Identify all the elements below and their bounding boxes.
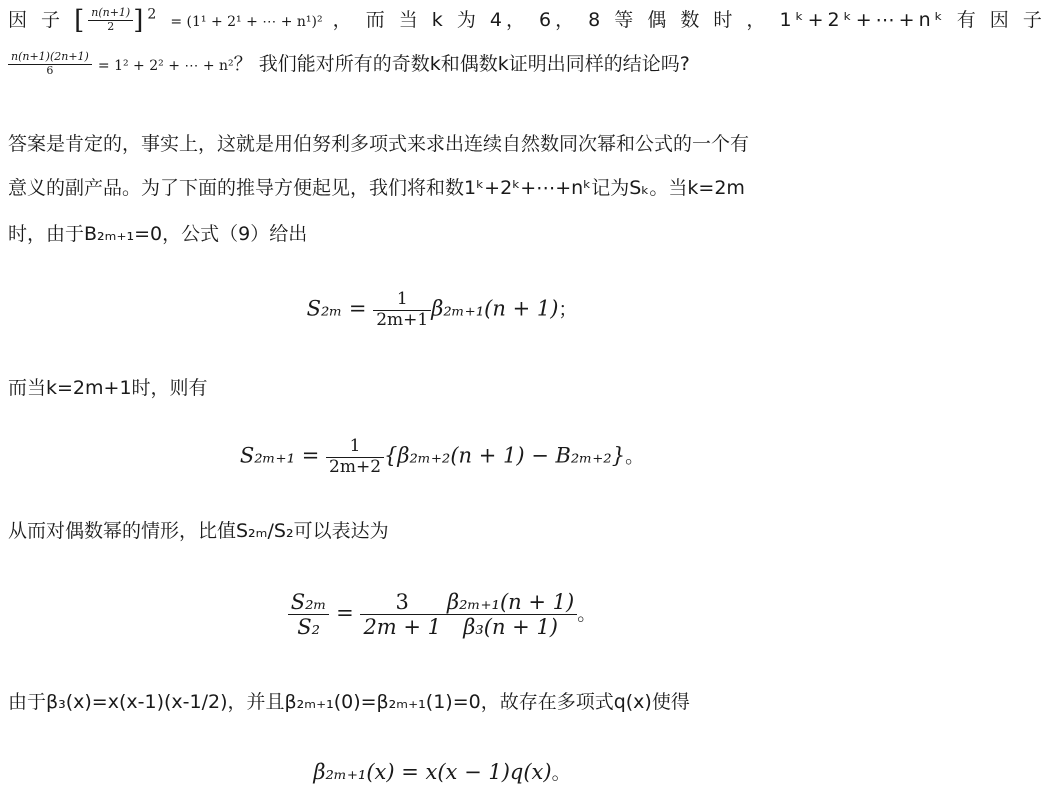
eq2-fraction: $\frac{1}{2m+2}$	[326, 437, 384, 477]
intro-question: ？ 我们能对所有的奇数k和偶数k证明出同样的结论吗?	[233, 53, 690, 75]
para3-line-1: 从而对偶数幂的情形，比值S₂ₘ/S₂可以表达为	[8, 520, 389, 542]
para1-line-3: 时，由于B₂ₘ₊₁=0，公式（9）给出	[8, 223, 308, 245]
para1-line-2: 意义的副产品。为了下面的推导方便起见，我们将和数1ᵏ+2ᵏ+⋯+nᵏ记为Sₖ。当k=2m	[8, 177, 745, 199]
intro-line-1: 因 子 [ $\frac{n(n+1)}{2}$ ]$^2$ = (1¹ + 2¹ + ⋯ + n¹)² ， 而 当 k 为 4， 6， 8 等 偶 数 时 ， 1ᵏ+2ᵏ+⋯+nᵏ 有 因 子	[8, 5, 1046, 36]
intro-fraction-1: $\frac{n(n+1)}{2}$	[88, 7, 133, 33]
equation-2: S₂ₘ₊₁ = $\frac{1}{2m+2}$ {β₂ₘ₊₂(n + 1) − B₂ₘ₊₂}。	[239, 436, 645, 477]
equation-1: S₂ₘ = $\frac{1}{2m+1}$ β₂ₘ₊₁(n + 1)；	[306, 289, 578, 330]
left-bracket: [	[74, 5, 89, 36]
eq4-expr: β₂ₘ₊₁(x) = x(x − 1)q(x)	[313, 760, 552, 784]
intro-line-2	[8, 50, 690, 80]
intro-equation-1: = (1¹ + 2¹ + ⋯ + n¹)²	[170, 14, 323, 30]
intro-text-b: ， 而 当 k 为 4， 6， 8 等 偶 数 时 ， 1ᵏ+2ᵏ+⋯+nᵏ 有 因 子	[332, 9, 1046, 31]
eq1-rhs: β₂ₘ₊₁(n + 1)	[431, 296, 559, 321]
eq1-lhs: S₂ₘ =	[306, 296, 367, 321]
para2-line-1: 而当k=2m+1时，则有	[8, 377, 208, 399]
equation-3: $\frac{\text{S₂ₘ}}{\text{S₂}}$ = $\frac{3}{2m + 1}$ $\frac{\text{β₂ₘ₊₁(n + 1)}}{\text{β₃(n + 1)}}$ 。	[0, 590, 884, 639]
eq3-fraction-3: $\frac{\text{β₂ₘ₊₁(n + 1)}}{\text{β₃(n + 1)}}$	[444, 590, 577, 639]
para4-line-1: 由于β₃(x)=x(x-1)(x-1/2)，并且β₂ₘ₊₁(0)=β₂ₘ₊₁(1)=0，故存在多项式q(x)使得	[8, 691, 690, 713]
eq3-fraction-2: $\frac{3}{2m + 1}$	[360, 590, 444, 639]
intro-text-a: 因 子	[8, 9, 65, 31]
para1-line-1: 答案是肯定的，事实上，这就是用伯努利多项式来求出连续自然数同次幂和公式的一个有	[8, 133, 750, 155]
equation-4: β₂ₘ₊₁(x) = x(x − 1)q(x)。	[313, 760, 571, 784]
intro-equation-2: = 1² + 2² + ⋯ + n²	[97, 58, 234, 74]
eq1-fraction: $\frac{1}{2m+1}$	[373, 290, 431, 330]
eq2-lhs: S₂ₘ₊₁ =	[239, 443, 320, 468]
eq2-rhs: {β₂ₘ₊₂(n + 1) − B₂ₘ₊₂}	[384, 443, 626, 468]
right-bracket: ]	[133, 5, 148, 36]
eq3-fraction-1: $\frac{\text{S₂ₘ}}{\text{S₂}}$	[288, 590, 330, 639]
intro-fraction-2: $\frac{n(n+1)(2n+1)}{6}$	[8, 51, 92, 77]
